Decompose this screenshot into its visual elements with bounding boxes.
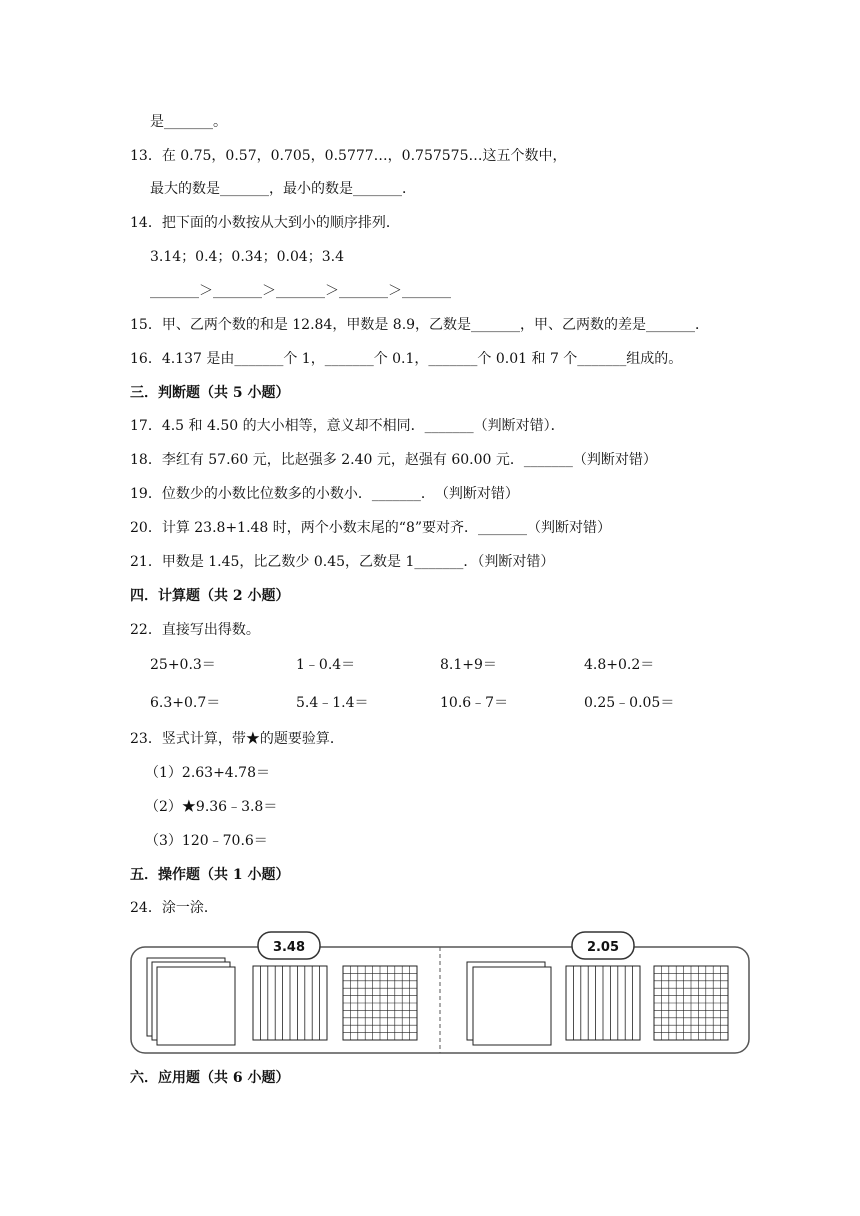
left-hundredths-grid [343,966,417,1040]
question-23: 23．竖式计算，带★的题要验算． [130,731,344,747]
section-5-heading: 五．操作题（共 1 小题） [130,867,290,883]
left-label: 3.48 [272,940,306,955]
left-whole-squares [147,958,235,1045]
q22-r2-c2: 5.4﹣1.4＝ [296,695,369,711]
section-4-heading: 四．计算题（共 2 小题） [130,588,290,604]
q12-continuation: 是_______。 [150,114,227,130]
question-23-2: （2）★9.36﹣3.8＝ [145,799,278,815]
question-18: 18．李红有 57.60 元，比赵强多 2.40 元，赵强有 60.00 元．_______（判断对错） [130,452,657,468]
question-23-1: （1）2.63+4.78＝ [145,765,270,781]
coloring-figure [130,930,750,1056]
question-14: 14．把下面的小数按从大到小的顺序排列． [130,215,400,231]
right-label: 2.05 [586,940,620,955]
question-21: 21．甲数是 1.45，比乙数少 0.45，乙数是 1_______．（判断对错） [130,554,555,570]
q22-r2-c1: 6.3+0.7＝ [150,695,221,711]
q22-r1-c1: 25+0.3＝ [150,657,216,673]
q22-r2-c4: 0.25﹣0.05＝ [584,695,675,711]
right-tenths-grid [566,966,640,1040]
section-3-heading: 三．判断题（共 5 小题） [130,385,290,401]
left-tenths-grid [253,966,327,1040]
question-13: 13．在 0.75，0.57，0.705，0.5777…，0.757575…这五个数中， [130,148,567,164]
question-16: 16．4.137 是由_______个 1，_______个 0.1，_______个 0.01 和 7 个_______组成的。 [130,351,683,367]
question-23-3: （3）120﹣70.6＝ [145,833,268,849]
question-14-blanks: _______＞_______＞_______＞_______＞_______ [150,283,451,299]
question-17: 17．4.5 和 4.50 的大小相等，意义却不相同．_______（判断对错）． [130,418,565,434]
q22-r1-c2: 1﹣0.4＝ [296,657,356,673]
q22-r2-c3: 10.6﹣7＝ [440,695,509,711]
question-24: 24．涂一涂． [130,900,218,916]
question-14-numbers: 3.14；0.4；0.34；0.04；3.4 [150,249,345,265]
right-hundredths-grid [654,966,728,1040]
section-6-heading: 六．应用题（共 6 小题） [130,1070,290,1086]
question-22: 22．直接写出得数。 [130,622,260,638]
q22-r1-c3: 8.1+9＝ [440,657,497,673]
right-whole-squares [467,962,551,1045]
question-19: 19．位数少的小数比位数多的小数小．_______． （判断对错） [130,486,519,502]
question-13-blanks: 最大的数是_______，最小的数是_______． [150,181,416,197]
q22-r1-c4: 4.8+0.2＝ [584,657,655,673]
question-20: 20．计算 23.8+1.48 时，两个小数末尾的“8”要对齐．_______（判断对错） [130,520,612,536]
question-15: 15．甲、乙两个数的和是 12.84，甲数是 8.9，乙数是_______，甲、乙两数的差是_______． [130,317,710,333]
